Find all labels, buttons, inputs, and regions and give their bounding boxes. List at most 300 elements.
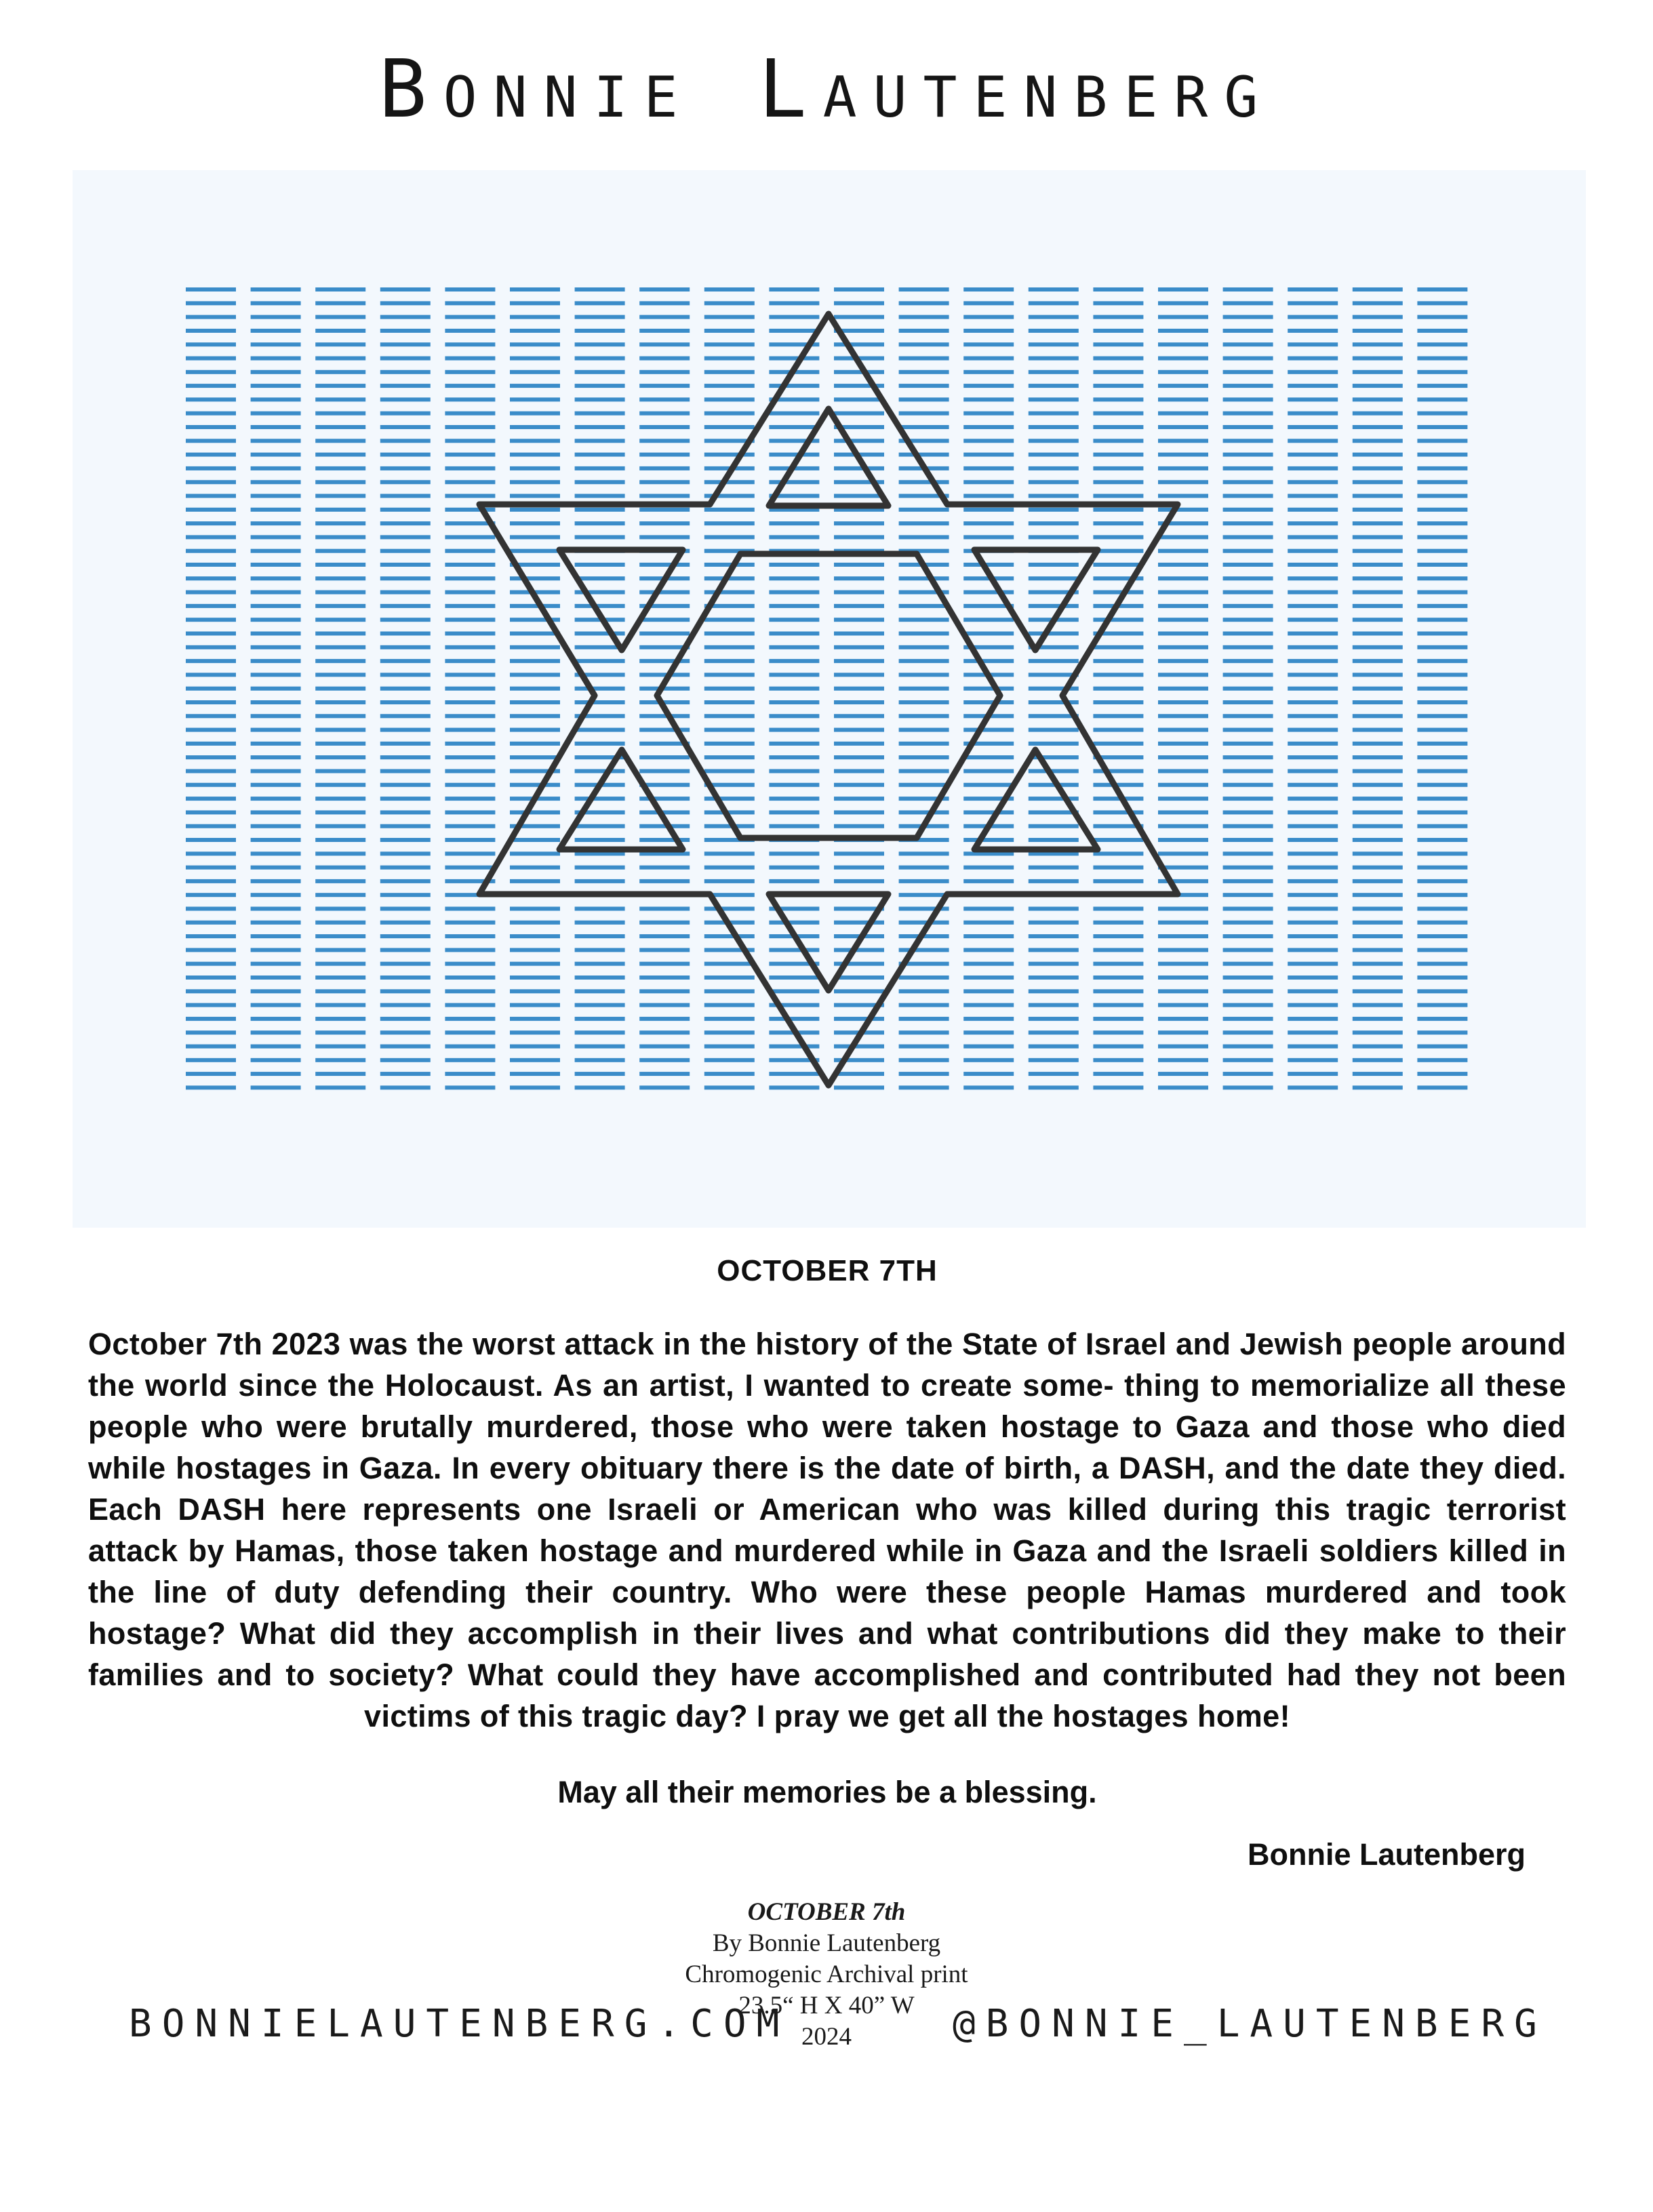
dash-mark [1093, 1030, 1143, 1034]
dash-mark [186, 907, 236, 911]
dash-mark [1093, 728, 1143, 732]
dash-mark [1353, 728, 1403, 732]
dash-mark [899, 851, 949, 856]
dash-mark [380, 893, 431, 897]
dash-mark [1158, 948, 1208, 952]
dash-mark [963, 590, 1014, 595]
dash-mark [769, 851, 819, 856]
dash-mark [251, 576, 301, 580]
dash-mark [510, 1030, 560, 1034]
dash-mark [251, 1003, 301, 1007]
dash-mark [315, 1030, 365, 1034]
dash-mark [899, 893, 949, 897]
dash-mark [1417, 604, 1467, 608]
dash-mark [1029, 521, 1079, 525]
dash-mark [1353, 907, 1403, 911]
dash-mark [1223, 755, 1273, 759]
dash-mark [380, 1085, 431, 1089]
dash-mark [963, 728, 1014, 732]
dash-mark [1288, 755, 1338, 759]
dash-mark [899, 1003, 949, 1007]
dash-mark [315, 411, 365, 416]
dash-mark [639, 672, 690, 677]
dash-mark [380, 921, 431, 925]
dash-mark [1353, 480, 1403, 484]
dash-mark [1223, 948, 1273, 952]
dash-mark [1223, 1003, 1273, 1007]
dash-mark [380, 453, 431, 457]
dash-mark [1288, 838, 1338, 842]
dash-mark [1223, 632, 1273, 636]
dash-mark [899, 742, 949, 746]
dash-mark [1223, 976, 1273, 980]
dash-mark [1029, 384, 1079, 388]
dash-mark [1417, 576, 1467, 580]
dash-mark [639, 659, 690, 663]
dash-mark [1223, 494, 1273, 498]
dash-mark [639, 797, 690, 801]
dash-mark [315, 907, 365, 911]
dash-mark [315, 672, 365, 677]
dash-mark [1417, 962, 1467, 966]
dash-mark [704, 962, 755, 966]
dash-mark [704, 700, 755, 704]
dash-mark [639, 480, 690, 484]
dash-mark [1288, 1045, 1338, 1049]
dash-mark [1158, 439, 1208, 443]
star-top-inner-triangle [769, 409, 888, 506]
dash-mark [315, 742, 365, 746]
dash-mark [963, 357, 1014, 361]
dash-mark [1417, 728, 1467, 732]
dash-mark [251, 934, 301, 938]
dash-mark [1093, 549, 1143, 553]
dash-mark [769, 714, 819, 718]
dash-mark [1353, 1058, 1403, 1062]
dash-mark [963, 521, 1014, 525]
dash-mark [1288, 425, 1338, 429]
dash-mark [639, 521, 690, 525]
dash-mark [639, 370, 690, 374]
dash-mark [1223, 508, 1273, 512]
dash-mark [575, 535, 625, 539]
dash-mark [963, 563, 1014, 567]
dash-mark [315, 590, 365, 595]
dash-mark [251, 921, 301, 925]
dash-mark [186, 893, 236, 897]
dash-mark [899, 700, 949, 704]
dash-mark [315, 921, 365, 925]
dash-mark [575, 301, 625, 305]
dash-mark [1093, 907, 1143, 911]
dash-mark [1158, 1045, 1208, 1049]
dash-mark [834, 604, 884, 608]
dash-mark [445, 357, 495, 361]
dash-mark [963, 1017, 1014, 1021]
dash-mark [704, 728, 755, 732]
dash-mark [1029, 425, 1079, 429]
dash-mark [1417, 466, 1467, 470]
dash-mark [769, 976, 819, 980]
dash-mark [1158, 714, 1208, 718]
dash-mark [510, 851, 560, 856]
dash-mark [899, 1058, 949, 1062]
dash-mark [1417, 1003, 1467, 1007]
dash-mark [1029, 632, 1079, 636]
dash-mark [1029, 604, 1079, 608]
dash-mark [186, 329, 236, 333]
dash-mark [445, 934, 495, 938]
dash-mark [510, 439, 560, 443]
dash-mark [963, 439, 1014, 443]
dash-mark [575, 287, 625, 291]
dash-mark [769, 866, 819, 870]
dash-mark [315, 810, 365, 814]
dash-mark [380, 549, 431, 553]
dash-mark [1223, 934, 1273, 938]
dash-mark [1288, 659, 1338, 663]
dash-mark [704, 370, 755, 374]
dash-mark [1093, 618, 1143, 622]
dash-mark [1353, 397, 1403, 401]
dash-mark [963, 810, 1014, 814]
dash-mark [510, 921, 560, 925]
dash-mark [510, 1017, 560, 1021]
dash-mark [963, 976, 1014, 980]
dash-mark [1029, 700, 1079, 704]
dash-mark [575, 521, 625, 525]
dash-mark [1029, 453, 1079, 457]
dash-mark [315, 563, 365, 567]
dash-mark [834, 687, 884, 691]
dash-mark [315, 315, 365, 319]
dash-mark [639, 287, 690, 291]
dash-mark [639, 976, 690, 980]
dash-mark [769, 1072, 819, 1076]
dash-mark [1093, 453, 1143, 457]
dash-mark [1223, 618, 1273, 622]
dash-mark [704, 1003, 755, 1007]
dash-mark [380, 879, 431, 883]
dash-mark [1158, 783, 1208, 787]
dash-mark [1288, 357, 1338, 361]
dash-mark [1288, 769, 1338, 773]
dash-mark [186, 549, 236, 553]
dash-mark [510, 508, 560, 512]
dash-mark [1093, 1058, 1143, 1062]
dash-mark [639, 1003, 690, 1007]
dash-mark [1029, 315, 1079, 319]
dash-mark [1223, 742, 1273, 746]
dash-mark [510, 962, 560, 966]
dash-mark [445, 728, 495, 732]
dash-mark [963, 1072, 1014, 1076]
dash-mark [1223, 425, 1273, 429]
dash-mark [1353, 357, 1403, 361]
dash-mark [510, 687, 560, 691]
dash-mark [380, 866, 431, 870]
dash-mark [315, 1058, 365, 1062]
dash-mark [1353, 287, 1403, 291]
dash-mark [1158, 342, 1208, 346]
dash-mark [575, 1072, 625, 1076]
dash-mark [186, 714, 236, 718]
dash-mark [704, 907, 755, 911]
dash-mark [445, 851, 495, 856]
dash-mark [186, 755, 236, 759]
dash-mark [834, 301, 884, 305]
artist-statement [88, 1247, 1566, 1872]
dash-mark [704, 934, 755, 938]
dash-mark [445, 866, 495, 870]
dash-mark [1353, 948, 1403, 952]
dash-mark [1029, 1058, 1079, 1062]
dash-mark [639, 1058, 690, 1062]
dash-mark [251, 453, 301, 457]
dash-mark [834, 1045, 884, 1049]
dash-mark [1223, 329, 1273, 333]
dash-mark [899, 645, 949, 649]
dash-mark [1417, 315, 1467, 319]
dash-mark [1158, 590, 1208, 595]
dash-mark [1288, 1058, 1338, 1062]
dash-mark [704, 632, 755, 636]
dash-mark [1417, 687, 1467, 691]
dash-mark [1288, 700, 1338, 704]
dash-mark [769, 645, 819, 649]
dash-mark [1353, 535, 1403, 539]
dash-mark [510, 466, 560, 470]
dash-mark [445, 1072, 495, 1076]
dash-mark [639, 1072, 690, 1076]
dash-mark [251, 672, 301, 677]
dash-mark [639, 755, 690, 759]
dash-mark [1158, 700, 1208, 704]
dash-mark [963, 769, 1014, 773]
dash-mark [1288, 672, 1338, 677]
dash-mark [315, 466, 365, 470]
dash-mark [315, 645, 365, 649]
dash-mark [639, 728, 690, 732]
social-handle-link[interactable]: @BONNIE_LAUTENBERG [953, 2002, 1547, 2046]
dash-mark [1353, 700, 1403, 704]
dash-mark [315, 535, 365, 539]
dash-mark [1288, 1017, 1338, 1021]
dash-mark [769, 810, 819, 814]
dash-mark [1029, 576, 1079, 580]
dash-mark [251, 370, 301, 374]
dash-mark [380, 342, 431, 346]
dash-mark [1223, 315, 1273, 319]
dash-mark [963, 384, 1014, 388]
dash-mark [1158, 934, 1208, 938]
dash-mark [834, 742, 884, 746]
dash-mark [963, 783, 1014, 787]
dash-mark [1288, 549, 1338, 553]
dash-mark [186, 466, 236, 470]
dash-mark [1353, 824, 1403, 828]
dash-mark [834, 728, 884, 732]
dash-mark [380, 1045, 431, 1049]
dash-mark [380, 714, 431, 718]
dash-mark [251, 728, 301, 732]
dash-mark [1288, 466, 1338, 470]
dash-mark [380, 934, 431, 938]
dash-mark [834, 783, 884, 787]
dash-mark [1093, 866, 1143, 870]
dash-mark [639, 508, 690, 512]
dash-mark [1093, 672, 1143, 677]
dash-mark [186, 700, 236, 704]
dash-mark [1353, 315, 1403, 319]
dash-mark [1223, 521, 1273, 525]
dash-mark [639, 866, 690, 870]
dash-mark [1093, 535, 1143, 539]
dash-mark [186, 508, 236, 512]
dash-mark [1029, 508, 1079, 512]
dash-mark [1417, 700, 1467, 704]
dash-mark [445, 769, 495, 773]
dash-mark [510, 453, 560, 457]
dash-mark [575, 357, 625, 361]
dash-mark [639, 879, 690, 883]
dash-mark [639, 907, 690, 911]
dash-mark [380, 425, 431, 429]
dash-mark [1288, 783, 1338, 787]
dash-mark [315, 838, 365, 842]
dash-mark [445, 755, 495, 759]
dash-mark [834, 645, 884, 649]
dash-mark [1417, 907, 1467, 911]
dash-mark [186, 866, 236, 870]
dash-mark [1158, 287, 1208, 291]
dash-mark [380, 907, 431, 911]
dash-mark [1288, 976, 1338, 980]
dash-mark [510, 838, 560, 842]
dash-mark [510, 907, 560, 911]
dash-mark [1417, 672, 1467, 677]
dash-mark [1288, 810, 1338, 814]
dash-mark [251, 329, 301, 333]
dash-mark [315, 755, 365, 759]
dash-mark [769, 948, 819, 952]
dash-mark [1093, 934, 1143, 938]
caption-dimensions: 23.5“ H X 40” W [738, 1992, 915, 2019]
dash-mark [186, 315, 236, 319]
dash-mark [1353, 769, 1403, 773]
dash-mark [1029, 962, 1079, 966]
dash-mark [1417, 618, 1467, 622]
dash-mark [1353, 934, 1403, 938]
dash-mark [251, 521, 301, 525]
dash-mark [1417, 397, 1467, 401]
dash-mark [963, 866, 1014, 870]
dash-mark [1417, 934, 1467, 938]
dash-mark [1029, 411, 1079, 416]
dash-mark [1158, 453, 1208, 457]
dash-mark [1093, 687, 1143, 691]
dash-mark [1353, 453, 1403, 457]
dash-mark [380, 659, 431, 663]
dash-mark [510, 700, 560, 704]
dash-mark [639, 315, 690, 319]
dash-mark [899, 714, 949, 718]
dash-mark [380, 370, 431, 374]
website-link[interactable]: BONNIELAUTENBERG.COM [129, 2002, 790, 2046]
dash-mark [1093, 411, 1143, 416]
dash-mark [315, 989, 365, 993]
dash-mark [1417, 342, 1467, 346]
dash-mark [1223, 535, 1273, 539]
dash-mark [704, 508, 755, 512]
dash-mark [315, 714, 365, 718]
dash-mark [1288, 962, 1338, 966]
dash-mark [186, 824, 236, 828]
dash-mark [899, 1030, 949, 1034]
dash-mark [575, 742, 625, 746]
dash-mark [315, 797, 365, 801]
dash-mark [186, 1045, 236, 1049]
dash-mark [1288, 632, 1338, 636]
dash-mark [899, 921, 949, 925]
dash-mark [251, 824, 301, 828]
dash-mark [1223, 989, 1273, 993]
dash-mark [251, 301, 301, 305]
dash-mark [251, 618, 301, 622]
dash-mark [575, 838, 625, 842]
artist-name-title: Bonnie Lautenberg [378, 42, 1275, 136]
dash-mark [639, 411, 690, 416]
dash-mark [315, 342, 365, 346]
dash-mark [1029, 1072, 1079, 1076]
dash-mark [769, 824, 819, 828]
dash-mark [1288, 508, 1338, 512]
dash-mark [1158, 397, 1208, 401]
dash-mark [639, 769, 690, 773]
dash-mark [639, 632, 690, 636]
dash-mark [575, 989, 625, 993]
dash-mark [1093, 700, 1143, 704]
dash-mark [1158, 742, 1208, 746]
dash-mark [380, 645, 431, 649]
dash-mark [315, 687, 365, 691]
dash-mark [575, 329, 625, 333]
dash-mark [704, 797, 755, 801]
dash-mark [380, 769, 431, 773]
dash-mark [575, 1030, 625, 1034]
dash-mark [186, 645, 236, 649]
dash-mark [1417, 1030, 1467, 1034]
dash-mark [1093, 879, 1143, 883]
dash-mark [1158, 508, 1208, 512]
dash-mark [1353, 879, 1403, 883]
dash-mark [251, 687, 301, 691]
dash-mark [1417, 480, 1467, 484]
dash-mark [510, 329, 560, 333]
dash-mark [704, 1085, 755, 1089]
dash-mark [769, 604, 819, 608]
dash-mark [251, 342, 301, 346]
dash-mark [575, 907, 625, 911]
dash-mark [380, 563, 431, 567]
dash-mark [186, 921, 236, 925]
dash-mark [1223, 810, 1273, 814]
dash-mark [575, 370, 625, 374]
dash-mark [1158, 480, 1208, 484]
dash-mark [1093, 769, 1143, 773]
dash-mark [1093, 563, 1143, 567]
dash-mark [1158, 976, 1208, 980]
